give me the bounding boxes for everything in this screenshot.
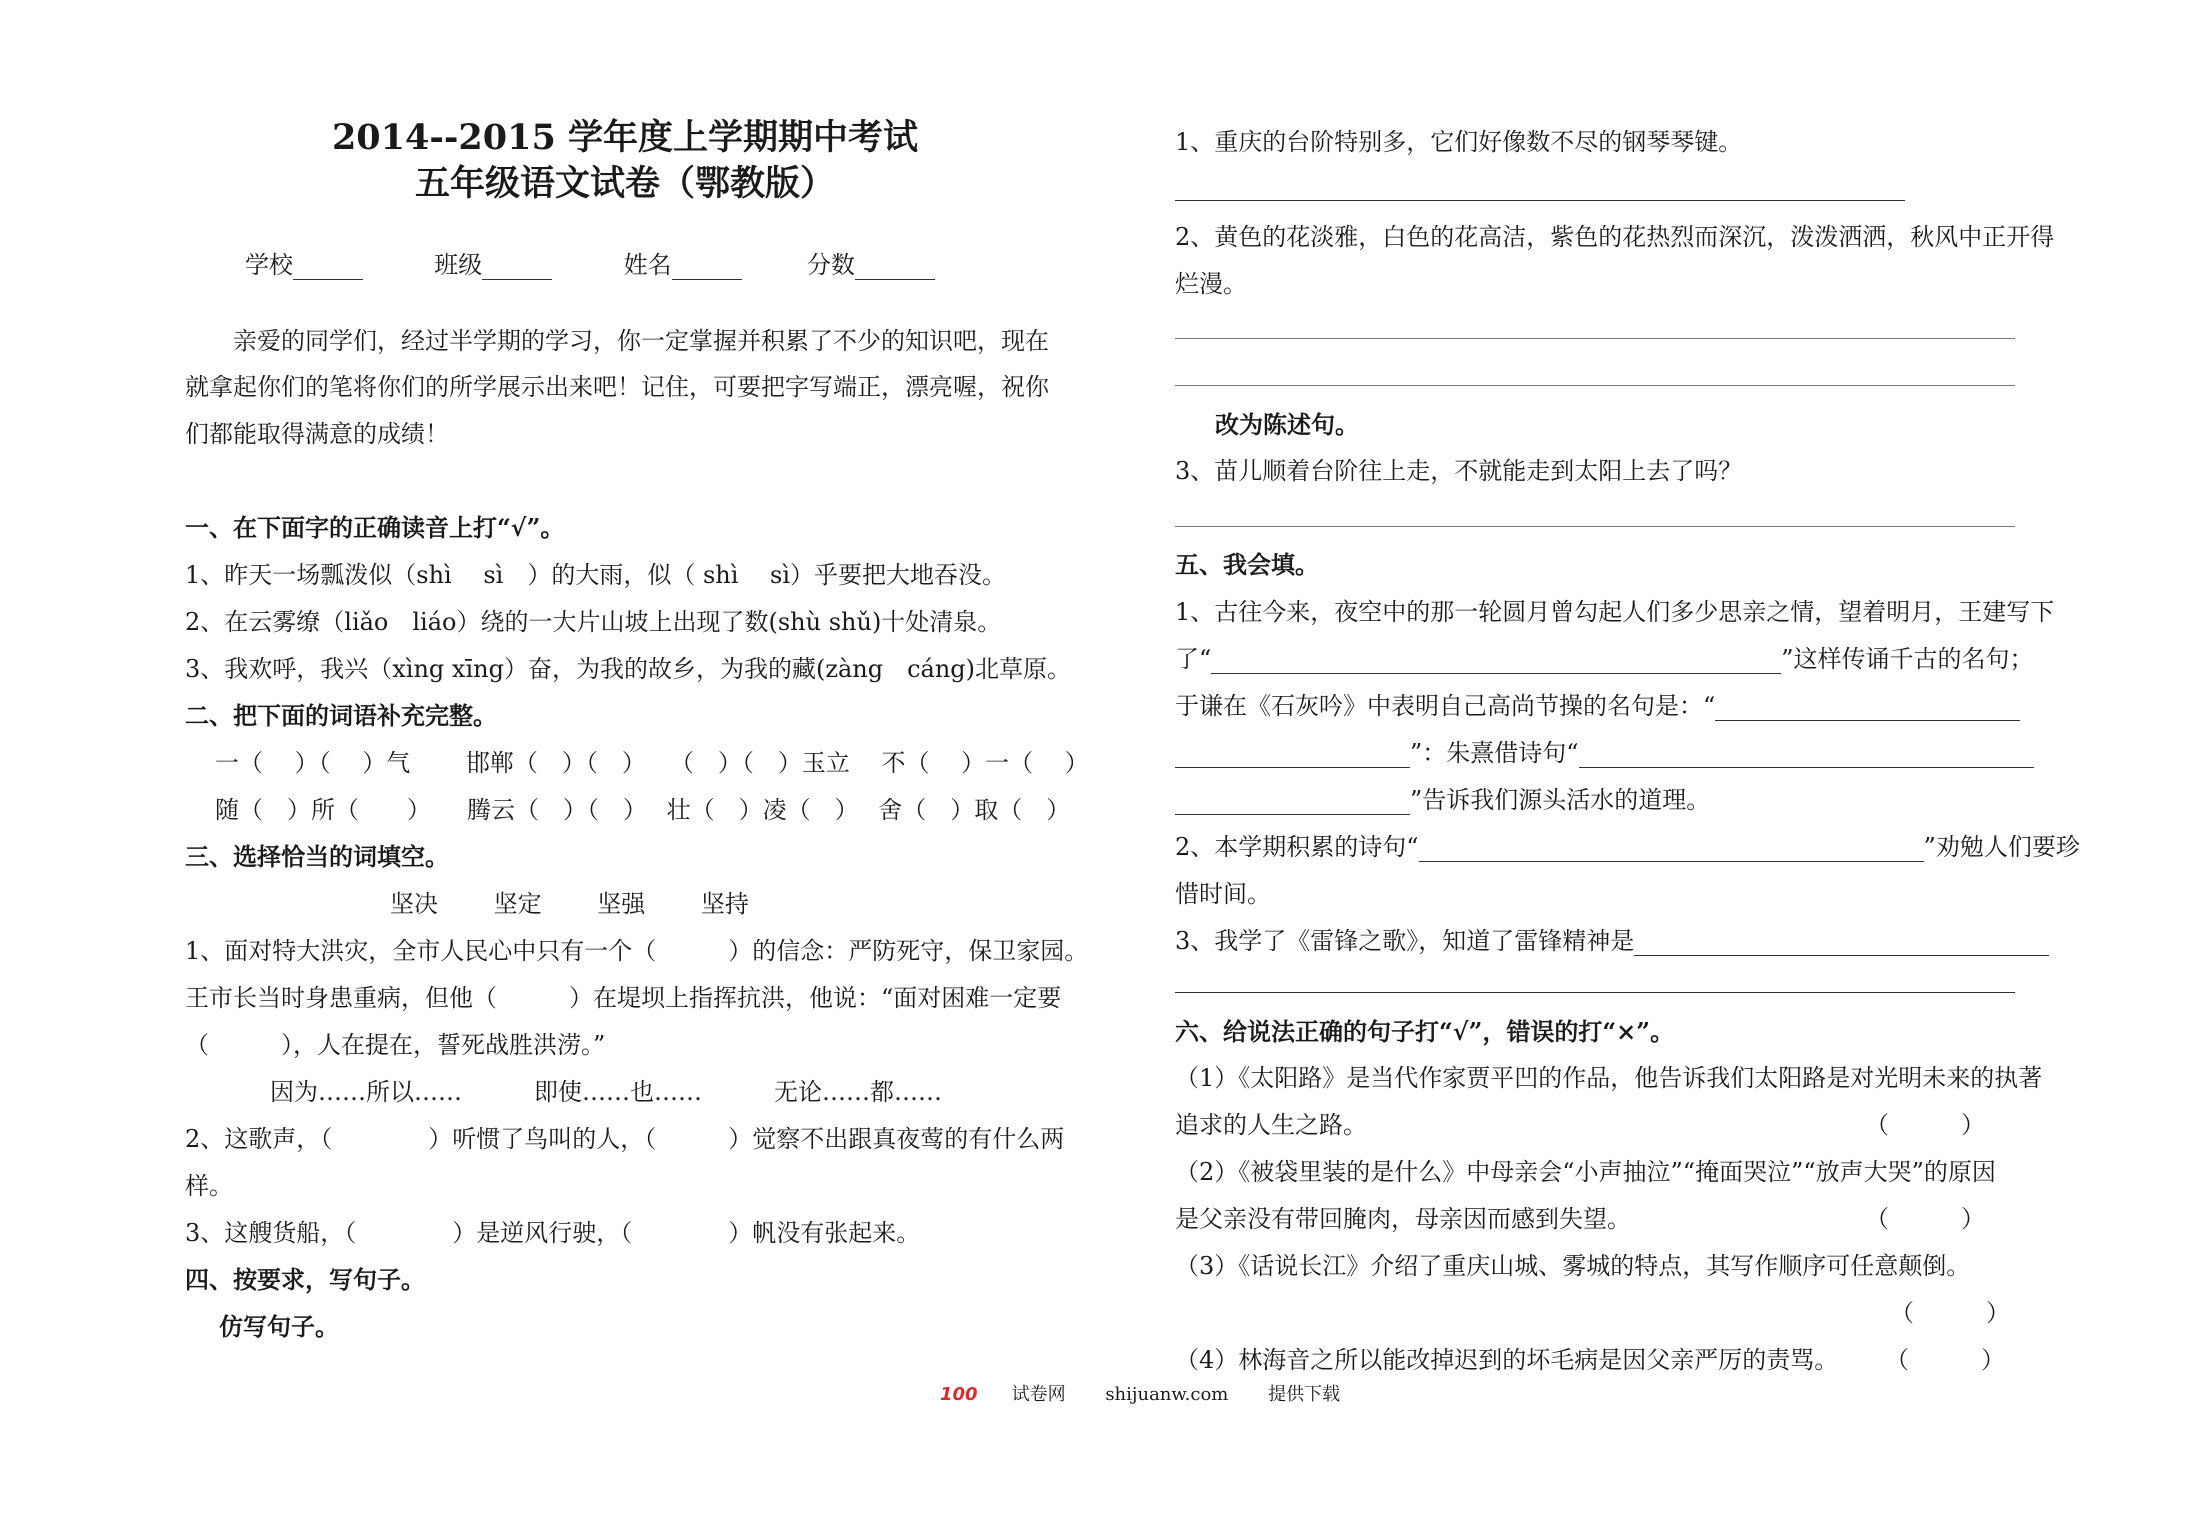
answer-paren[interactable]: （ ）: [1890, 1299, 2010, 1327]
section4-sub1: 仿写句子。: [219, 1312, 339, 1341]
section3-q3: 3、这艘货船，（ ）是逆风行驶，（ ）帆没有张起来。: [185, 1219, 921, 1247]
answer-line[interactable]: [1175, 200, 1905, 201]
answer-paren[interactable]: （ ）: [1885, 1346, 2005, 1374]
score-field[interactable]: [855, 253, 935, 280]
score-label: 分数: [806, 251, 855, 279]
section4-q1: 1、重庆的台阶特别多，它们好像数不尽的钢琴琴键。: [1175, 128, 1743, 156]
exam-title: 2014--2015 学年度上学期期中考试: [331, 117, 919, 158]
site-logo: 100: [940, 1384, 978, 1405]
blank-field[interactable]: [1579, 741, 2034, 768]
blank-field[interactable]: [1211, 647, 1781, 674]
blank-field[interactable]: [1175, 741, 1410, 768]
answer-paren[interactable]: （ ）: [1865, 1205, 1985, 1233]
section4-q2-line2: 烂漫。: [1175, 270, 1247, 298]
section2-row1: 一（ ）（ ）气 邯郸（ ）（ ） （ ）（ ）玉立 不（ ）一（ ）: [215, 749, 1089, 777]
footer-watermark: [940, 1380, 1374, 1406]
site-tagline: 提供下载: [1268, 1384, 1341, 1405]
section5-q1-line2: 了“ ”这样传诵千古的名句；: [1175, 645, 2034, 673]
section3-q2-line2: 样。: [185, 1172, 233, 1200]
section5-q2-line2: 惜时间。: [1175, 880, 1271, 908]
answer-paren[interactable]: （ ）: [1865, 1111, 1985, 1139]
section3-q1-line2: 王市长当时身患重病，但他（ ）在堤坝上指挥抗洪，他说：“面对困难一定要: [185, 984, 1062, 1012]
blank-field[interactable]: [1715, 694, 2020, 721]
school-field[interactable]: [293, 253, 363, 280]
blank-field[interactable]: [1634, 929, 2049, 956]
section3-word-choices-2: 因为……所以…… 即使……也…… 无论……都……: [270, 1078, 942, 1106]
section5-q1-line5: ”告诉我们源头活水的道理。: [1175, 785, 1710, 815]
section2-row2: 随（ ）所（ ） 腾云（ ）（ ） 壮（ ）凌（ ） 舍（ ）取（ ）: [215, 796, 1071, 824]
site-domain: shijuanw.com: [1105, 1384, 1229, 1405]
name-field[interactable]: [672, 253, 742, 280]
blank-field[interactable]: [1419, 835, 1924, 862]
section6-q2-line2: 是父亲没有带回腌肉，母亲因而感到失望。: [1175, 1205, 1631, 1233]
answer-line[interactable]: [1175, 338, 2015, 339]
name-label: 姓名: [623, 251, 672, 279]
section6-q1-line1: （1）《太阳路》是当代作家贾平凹的作品，他告诉我们太阳路是对光明未来的执著: [1175, 1064, 2043, 1092]
section3-heading: 三、选择恰当的词填空。: [185, 842, 449, 871]
student-info-row: [245, 250, 935, 280]
section3-word-choices-1: 坚决 坚定 坚强 坚持: [390, 890, 749, 918]
class-label: 班级: [434, 251, 483, 279]
section4-heading: 四、按要求，写句子。: [185, 1265, 425, 1294]
school-label: 学校: [245, 251, 293, 279]
section5-q1-line1: 1、古往今来，夜空中的那一轮圆月曾勾起人们多少思亲之情，望着明月，王建写下: [1175, 598, 2055, 626]
intro-line-3: 们都能取得满意的成绩！: [185, 420, 449, 448]
site-name: 试卷网: [1011, 1384, 1066, 1405]
section4-sub2: 改为陈述句。: [1215, 410, 1359, 439]
section3-q2-line1: 2、这歌声，（ ）听惯了鸟叫的人，（ ）觉察不出跟真夜莺的有什么两: [185, 1125, 1065, 1153]
section1-q3: 3、我欢呼，我兴（xìng xīng）奋，为我的故乡，为我的藏(zàng cáng)北草原。: [185, 655, 1072, 683]
section5-q1-line3: 于谦在《石灰吟》中表明自己高尚节操的名句是：“: [1175, 691, 2020, 721]
section1-heading: 一、在下面字的正确读音上打“√”。: [185, 513, 565, 542]
section3-q1-line3: （ ），人在提在，誓死战胜洪涝。”: [185, 1031, 606, 1059]
section6-q4-line1: （4）林海音之所以能改掉迟到的坏毛病是因父亲严厉的责骂。: [1175, 1346, 1839, 1374]
exam-subtitle: 五年级语文试卷（鄂教版）: [414, 163, 835, 204]
answer-line[interactable]: [1175, 526, 2015, 527]
answer-line[interactable]: [1175, 385, 2015, 386]
section6-heading: 六、给说法正确的句子打“√”，错误的打“×”。: [1175, 1017, 1675, 1046]
intro-line-1: 亲爱的同学们，经过半学期的学习，你一定掌握并积累了不少的知识吧，现在: [233, 327, 1049, 355]
section3-q1-line1: 1、面对特大洪灾，全市人民心中只有一个（ ）的信念：严防死守，保卫家园。: [185, 937, 1089, 965]
section4-q3: 3、苗儿顺着台阶往上走，不就能走到太阳上去了吗？: [1175, 457, 1743, 485]
blank-field[interactable]: [1175, 788, 1410, 815]
section1-q1: 1、昨天一场瓢泼似（shì sì ）的大雨，似（ shì sì）乎要把大地吞没。: [185, 561, 1007, 589]
intro-line-2: 就拿起你们的笔将你们的所学展示出来吧！记住，可要把字写端正，漂亮喔，祝你: [185, 373, 1049, 401]
answer-line[interactable]: [1175, 992, 2015, 993]
section5-q1-line4: ”：朱熹借诗句“: [1175, 738, 2034, 768]
section4-q2-line1: 2、黄色的花淡雅，白色的花高洁，紫色的花热烈而深沉，泼泼洒洒，秋风中正开得: [1175, 223, 2055, 251]
section2-heading: 二、把下面的词语补充完整。: [185, 701, 497, 730]
section1-q2: 2、在云雾缭（liǎo liáo）绕的一大片山坡上出现了数(shù shǔ)十处清泉。: [185, 608, 1002, 636]
section5-q2-line1: 2、本学期积累的诗句“ ”劝勉人们要珍: [1175, 833, 2080, 861]
section6-q3-line1: （3）《话说长江》介绍了重庆山城、雾城的特点，其写作顺序可任意颠倒。: [1175, 1252, 1971, 1280]
class-field[interactable]: [482, 253, 552, 280]
section6-q1-line2: 追求的人生之路。: [1175, 1111, 1367, 1139]
section6-q2-line1: （2）《被袋里装的是什么》中母亲会“小声抽泣”“掩面哭泣”“放声大哭”的原因: [1175, 1158, 1996, 1186]
section5-q3: 3、我学了《雷锋之歌》，知道了雷锋精神是: [1175, 926, 2049, 956]
section5-heading: 五、我会填。: [1175, 550, 1319, 579]
